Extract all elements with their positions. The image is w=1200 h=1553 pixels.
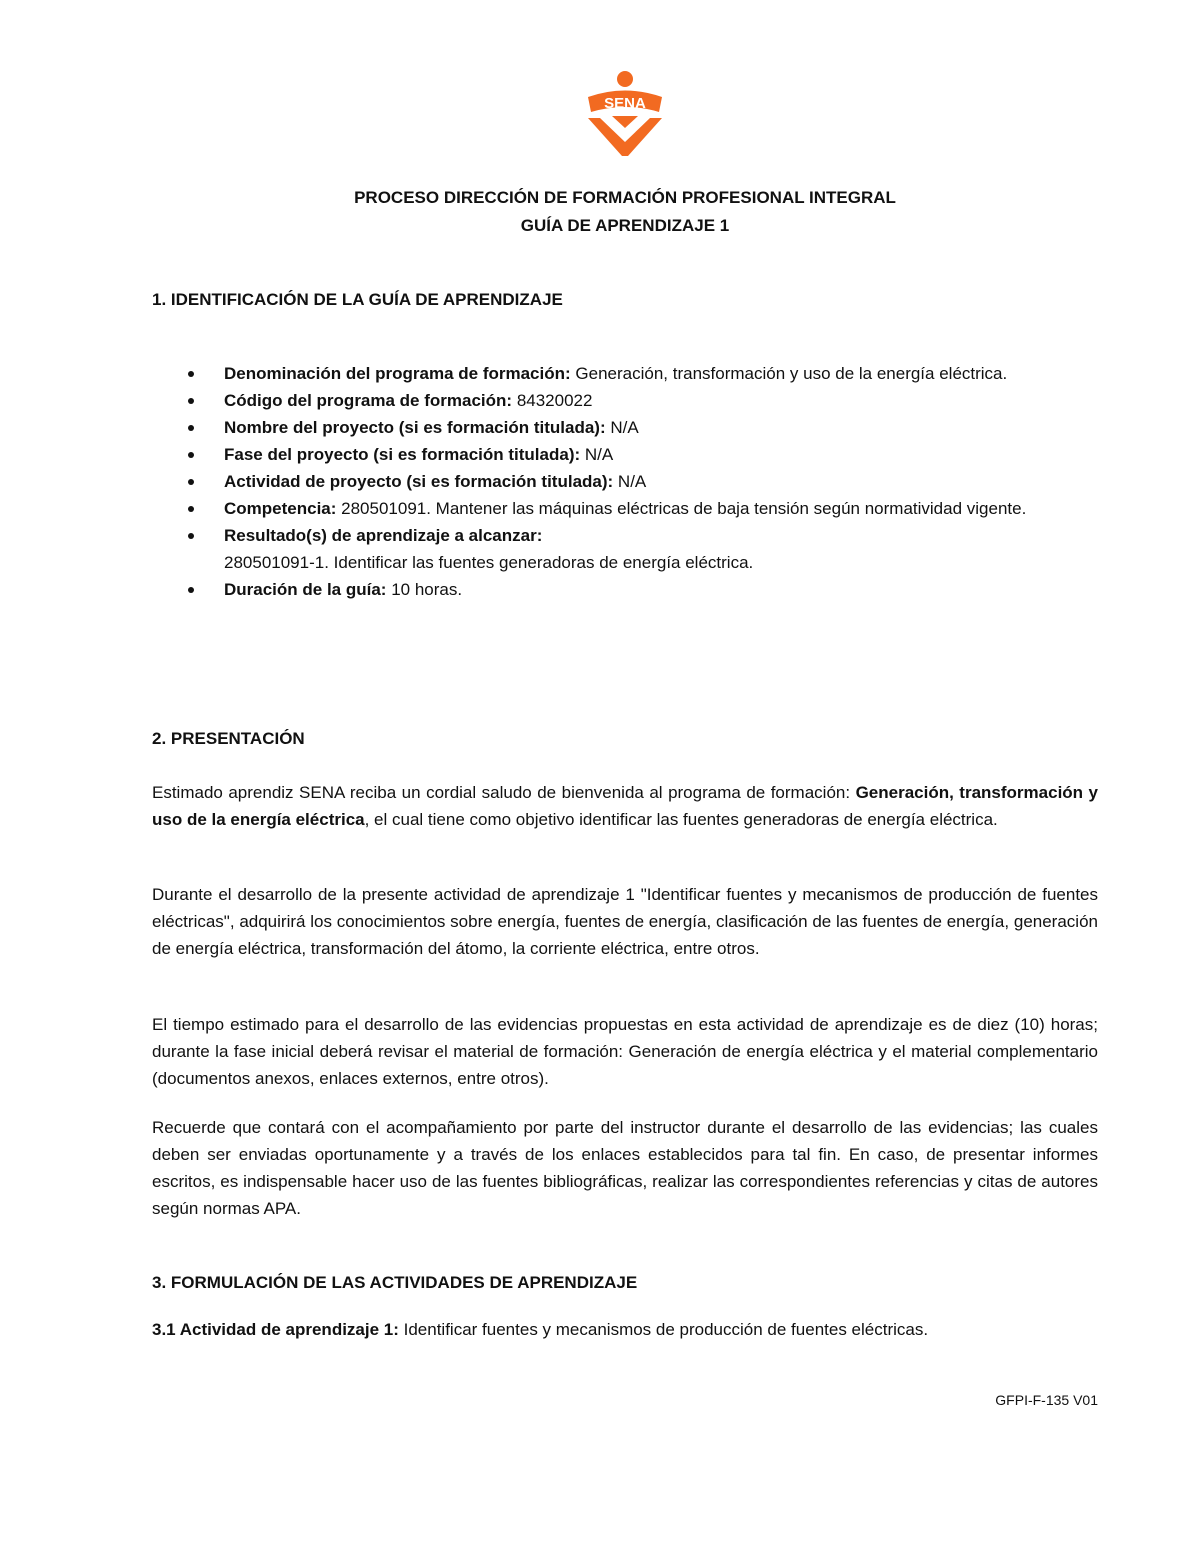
bullet-icon <box>188 371 194 377</box>
section-2-title: 2. PRESENTACIÓN <box>152 729 305 748</box>
item-label: Duración de la guía: <box>224 580 387 599</box>
bullet-icon <box>188 398 194 404</box>
program-name: Generación, transformación y uso de la energía eléctrica <box>152 783 1098 829</box>
sena-logo <box>580 70 670 160</box>
item-label: Competencia: <box>224 499 337 518</box>
item-label: Resultado(s) de aprendizaje a alcanzar: <box>224 526 543 545</box>
item-value: N/A <box>613 472 647 491</box>
document-code: GFPI-F-135 V01 <box>995 1392 1098 1408</box>
item-value: 280501091. Mantener las máquinas eléctricas de baja tensión según normatividad vigente. <box>336 499 1027 518</box>
section-3-title: 3. FORMULACIÓN DE LAS ACTIVIDADES DE APRENDIZAJE <box>152 1273 638 1292</box>
logo-text: SENA <box>604 95 646 112</box>
header-line-2: GUÍA DE APRENDIZAJE 1 <box>520 216 730 235</box>
item-label: Código del programa de formación: <box>224 391 513 410</box>
item-value: 84320022 <box>512 391 593 410</box>
bullet-icon <box>188 479 194 485</box>
list-item <box>152 441 1098 468</box>
list-item <box>152 387 1098 414</box>
item-value: Generación, transformación y uso de la energía eléctrica. <box>570 364 1008 383</box>
bullet-icon <box>188 506 194 512</box>
item-value: N/A <box>580 445 614 464</box>
paragraph-text: , el cual tiene como objetivo identificar las fuentes generadoras de energía eléctrica. <box>364 810 998 829</box>
activity-label: 3.1 Actividad de aprendizaje 1: <box>152 1320 404 1339</box>
list-item <box>152 495 1098 522</box>
item-value: 10 horas. <box>386 580 463 599</box>
list-item <box>152 576 1098 603</box>
identification-list <box>152 360 1098 603</box>
bullet-icon <box>188 587 194 593</box>
list-item <box>152 414 1098 441</box>
item-value: N/A <box>605 418 639 437</box>
item-label: Actividad de proyecto (si es formación titulada): <box>224 472 614 491</box>
presentation-paragraph-4: Recuerde que contará con el acompañamiento por parte del instructor durante el desarrollo de las evidencias; las cuales deben ser enviadas oportunamente y a través de los enlaces establecidos para tal fin. En caso, de presentar informes escritos, es indispensable hacer uso de las fuentes bibliográficas, realizar las correspondientes referencias y citas de autores según normas APA. <box>152 1118 1098 1218</box>
activity-text: Identificar fuentes y mecanismos de producción de fuentes eléctricas. <box>403 1320 929 1339</box>
bullet-icon <box>188 425 194 431</box>
header-line-1: PROCESO DIRECCIÓN DE FORMACIÓN PROFESIONAL INTEGRAL <box>354 188 896 207</box>
paragraph-text: Estimado aprendiz SENA reciba un cordial saludo de bienvenida al programa de formación: <box>152 783 856 802</box>
bullet-icon <box>188 533 194 539</box>
item-label: Nombre del proyecto (si es formación titulada): <box>224 418 606 437</box>
bullet-icon <box>188 452 194 458</box>
activity-line <box>152 1316 1098 1343</box>
item-label: Fase del proyecto (si es formación titulada): <box>224 445 581 464</box>
item-label: Denominación del programa de formación: <box>224 364 571 383</box>
presentation-paragraph-3: El tiempo estimado para el desarrollo de las evidencias propuestas en esta actividad de aprendizaje es de diez (10) horas; durante la fase inicial deberá revisar el material de formación: Generación de energía eléctrica y el material complementario (documentos anexos, enlaces externos, entre otros). <box>152 1015 1098 1088</box>
presentation-paragraph-1 <box>152 779 1098 833</box>
list-item <box>152 522 1098 576</box>
list-item <box>152 468 1098 495</box>
section-1-title: 1. IDENTIFICACIÓN DE LA GUÍA DE APRENDIZAJE <box>152 290 563 309</box>
item-value: 280501091-1. Identificar las fuentes generadoras de energía eléctrica. <box>224 553 754 572</box>
list-item <box>152 360 1098 387</box>
presentation-paragraph-2: Durante el desarrollo de la presente actividad de aprendizaje 1 "Identificar fuentes y mecanismos de producción de fuentes eléctricas", adquirirá los conocimientos sobre energía, fuentes de energía, clasificación de las fuentes de energía, generación de energía eléctrica, transformación del átomo, la corriente eléctrica, entre otros. <box>152 885 1098 958</box>
